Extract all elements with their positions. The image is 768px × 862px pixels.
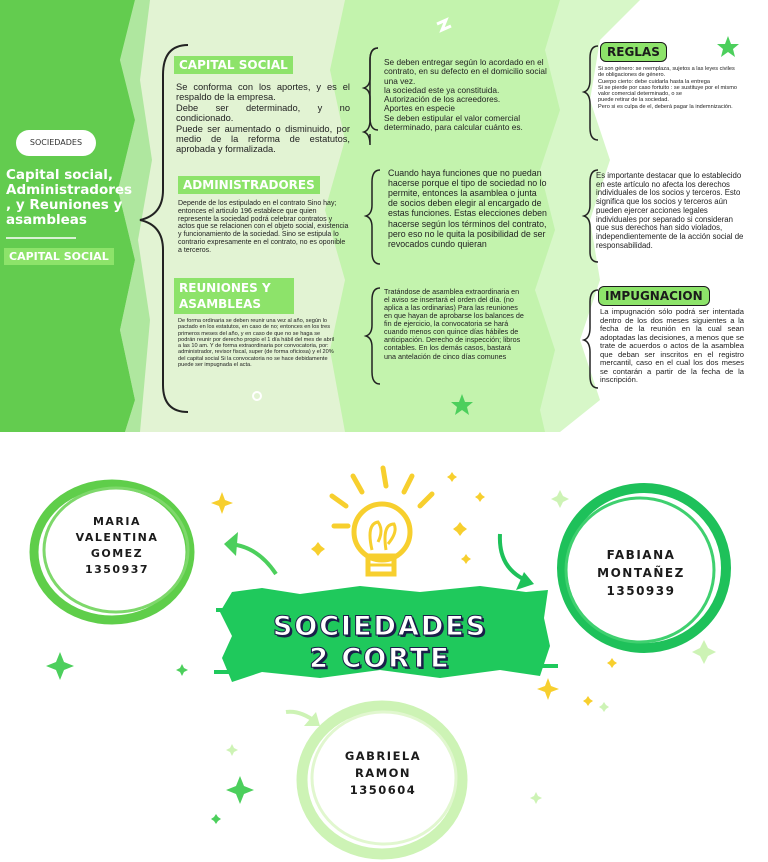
impugnacion-text: La impugnación sólo podrá ser intentada dentro de los dos meses siguientes a la fecha de la reunión en la cual sean adoptadas las decisiones, a menos que se trate de acuerdos o actos de la asamblea que deban ser inscritos en el registro mercantil, caso en el cual los dos meses se contarán a partir de la fecha de la inscripción. <box>600 307 744 384</box>
reuniones-detail: Tratándose de asamblea extraordinaria en el aviso se insertará el orden del día. (no aplica a las ordinarias) Para las reuniones en que hayan de aprobarse los balances de fin de ejercicio, la convocatoria se hará cuando menos con quince días hábiles de anticipación. Derecho de inspección; libros contables. En los demás casos, bastará una antelación de cinco días comunes <box>384 287 524 361</box>
person-last-name: GOMEZ <box>90 547 144 560</box>
impugnacion-title: IMPUGNACION <box>598 286 710 306</box>
sociedades-badge: SOCIEDADES <box>16 130 96 156</box>
administradores-title: ADMINISTRADORES <box>178 176 320 194</box>
person-last-name: MONTAÑEZ <box>597 566 685 580</box>
person-first-name: GABRIELA <box>344 749 422 763</box>
person-id: 1350937 <box>84 563 150 576</box>
reglas-title: REGLAS <box>600 42 667 62</box>
capital-social-text: Se conforma con los aportes, y es el respaldo de la empresa. Debe ser determinado, y no condicionado. Puede ser aumentado o disminuido, por medio de la reforma de estatutos, aprobada y formalizada. <box>176 82 350 155</box>
person-id: 1350939 <box>606 584 676 598</box>
banner-title-line2: 2 CORTE <box>309 643 451 674</box>
capital-social-title: CAPITAL SOCIAL <box>174 56 293 74</box>
person-card-maria <box>62 514 172 578</box>
lightbulb-icon <box>332 468 432 574</box>
person-card-gabriela <box>328 748 438 799</box>
person-middle-name: VALENTINA <box>75 531 159 544</box>
administradores-text: Depende de los estipulado en el contrato Sino hay; entonces el articulo 196 establece que quien represente la sociedad podrá celebrar contratos y actos que se relacionen con el objeto social, existencia y funcionamiento de la sociedad. Sino se estipula lo contrario expresamente en el contrato, no es oponible a terceros. <box>178 200 349 254</box>
person-last-name: RAMON <box>354 766 412 780</box>
person-card-fabiana <box>584 546 698 600</box>
person-first-name: FABIANA <box>606 548 676 562</box>
banner-title-line1: SOCIEDADES <box>272 611 488 642</box>
reglas-text: Si son género: se reemplaza, sujetos a las leyes civiles de obligaciones de género. Cuerpo cierto: debe cuidarla hasta la entrega Si se pierde por caso fortuito : se sustituye por el mismo valor comercial determinado, o se puede retirar de la sociedad. Pero si es culpa de el, deberá pagar la indemnización. <box>598 66 737 110</box>
reuniones-text: De forma ordinaria se deben reunir una vez al año, según lo pactado en los estatutos, en caso de no; entonces en los tres primeros meses del año, y en caso de que no se haga se podrán reunir por derecho propio el 1 día hábil del mes de abril a las 10 am. Y de forma extraordinaria por convocatoria, por: administrador, revisor fiscal, super (de forma oficiosa) y el 20% del capital social Si la convocatoria no se hace debidamente puede ser impugnada el acta. <box>178 318 335 368</box>
reuniones-title: REUNIONES Y ASAMBLEAS <box>174 278 294 314</box>
importante-text: Es importante destacar que lo establecido en este artículo no afecta los derechos individuales de los socios y terceros. Esto significa que los socios y terceros aún pueden ejercer acciones legales individuales por separado si consideran que sus derechos han sido violados, independientemente de la acción social de responsabilidad. <box>596 171 744 250</box>
page-title: Capital social, Administradores , y Reuniones y asambleas <box>6 167 133 228</box>
administradores-detail: Cuando haya funciones que no puedan hacerse porque el tipo de sociedad no lo permite, entonces la asamblea o junta de socios deben elegir al encargado de estas funciones. Estas elecciones deben hacerse según los términos del contrato, pero eso no le quita la posibilidad de ser revocados cundo quieran <box>388 168 547 249</box>
left-subtitle: CAPITAL SOCIAL <box>4 248 114 265</box>
person-id: 1350604 <box>349 783 417 797</box>
capital-social-detail: Se deben entregar según lo acordado en el contrato, en su defecto en el domicilio social una vez. la sociedad este ya constituida. Autorización de los acreedores. Aportes en especie Se deben estipular el valor comercial determinado, para calcular cuánto es. <box>384 57 547 132</box>
person-first-name: MARIA <box>92 515 142 528</box>
